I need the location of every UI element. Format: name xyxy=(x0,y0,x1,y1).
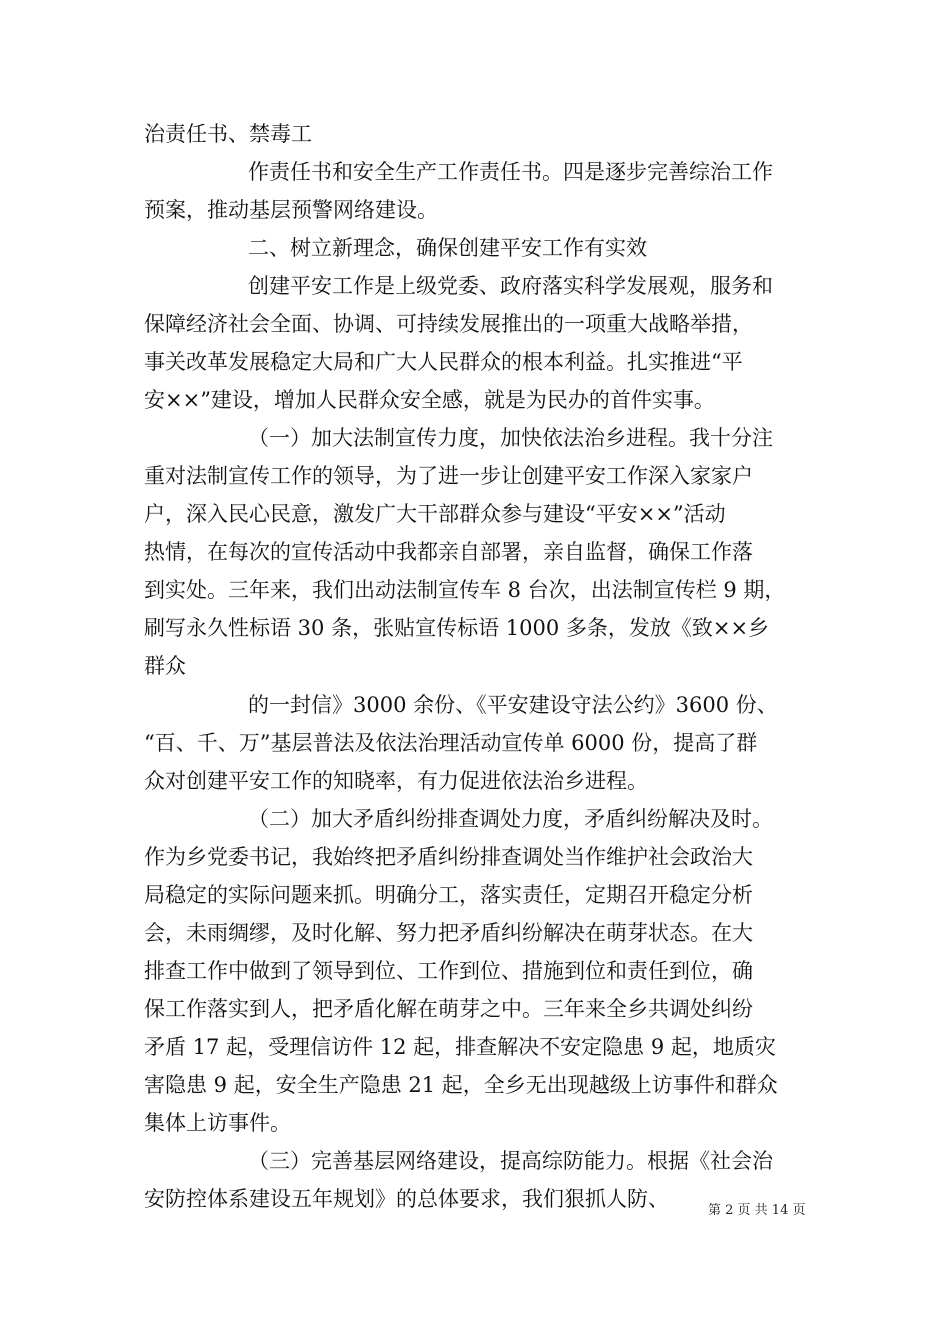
text-line: 创建平安工作是上级党委、政府落实科学发展观，服务和 xyxy=(248,274,773,298)
text-line: 作为乡党委书记，我始终把矛盾纠纷排查调处当作维护社会政治大 xyxy=(144,845,753,869)
text-line: 安防控体系建设五年规划》的总体要求，我们狠抓人防、 xyxy=(144,1187,669,1211)
text-line: （三）完善基层网络建设，提高综防能力。根据《社会治 xyxy=(248,1149,773,1173)
text-line: 刷写永久性标语 30 条，张贴宣传标语 1000 多条，发放《致××乡 xyxy=(144,616,770,640)
text-line: 众对创建平安工作的知晓率，有力促进依法治乡进程。 xyxy=(144,769,648,793)
text-line: 治责任书、禁毒工 xyxy=(144,122,312,146)
text-line: “百、千、万”基层普法及依法治理活动宣传单 6000 份，提高了群 xyxy=(144,731,758,755)
text-line: 排查工作中做到了领导到位、工作到位、措施到位和责任到位，确 xyxy=(144,959,753,983)
text-line: 预案，推动基层预警网络建设。 xyxy=(144,198,438,222)
text-line: 作责任书和安全生产工作责任书。四是逐步完善综治工作 xyxy=(248,160,773,184)
text-line: （一）加大法制宣传力度，加快依法治乡进程。我十分注 xyxy=(248,426,773,450)
text-line: 的一封信》3000 余份、《平安建设守法公约》3600 份、 xyxy=(248,693,778,717)
text-line: 矛盾 17 起，受理信访件 12 起，排查解决不安定隐患 9 起，地质灾 xyxy=(144,1035,776,1059)
text-line: 事关改革发展稳定大局和广大人民群众的根本利益。扎实推进“平 xyxy=(144,350,743,374)
text-line: 保工作落实到人，把矛盾化解在萌芽之中。三年来全乡共调处纠纷 xyxy=(144,997,753,1021)
text-line: 重对法制宣传工作的领导，为了进一步让创建平安工作深入家家户 xyxy=(144,464,753,488)
text-line: （二）加大矛盾纠纷排查调处力度，矛盾纠纷解决及时。 xyxy=(248,807,773,831)
text-line: 热情，在每次的宣传活动中我都亲自部署，亲自监督，确保工作落 xyxy=(144,540,753,564)
page-number-footer: 第 2 页 共 14 页 xyxy=(708,1203,806,1218)
text-line: 会，未雨绸缪，及时化解、努力把矛盾纠纷解决在萌芽状态。在大 xyxy=(144,921,753,945)
text-line: 户，深入民心民意，激发广大干部群众参与建设“平安××”活动 xyxy=(144,502,726,526)
section-heading: 二、树立新理念，确保创建平安工作有实效 xyxy=(248,236,647,260)
text-line: 到实处。三年来，我们出动法制宣传车 8 台次，出法制宣传栏 9 期， xyxy=(144,578,786,602)
text-line: 保障经济社会全面、协调、可持续发展推出的一项重大战略举措， xyxy=(144,312,753,336)
text-line: 集体上访事件。 xyxy=(144,1111,291,1135)
text-line: 群众 xyxy=(144,654,186,678)
text-line: 害隐患 9 起，安全生产隐患 21 起，全乡无出现越级上访事件和群众 xyxy=(144,1073,778,1097)
text-line: 局稳定的实际问题来抓。明确分工，落实责任，定期召开稳定分析 xyxy=(144,883,753,907)
text-line: 安××”建设，增加人民群众安全感，就是为民办的首件实事。 xyxy=(144,388,715,412)
